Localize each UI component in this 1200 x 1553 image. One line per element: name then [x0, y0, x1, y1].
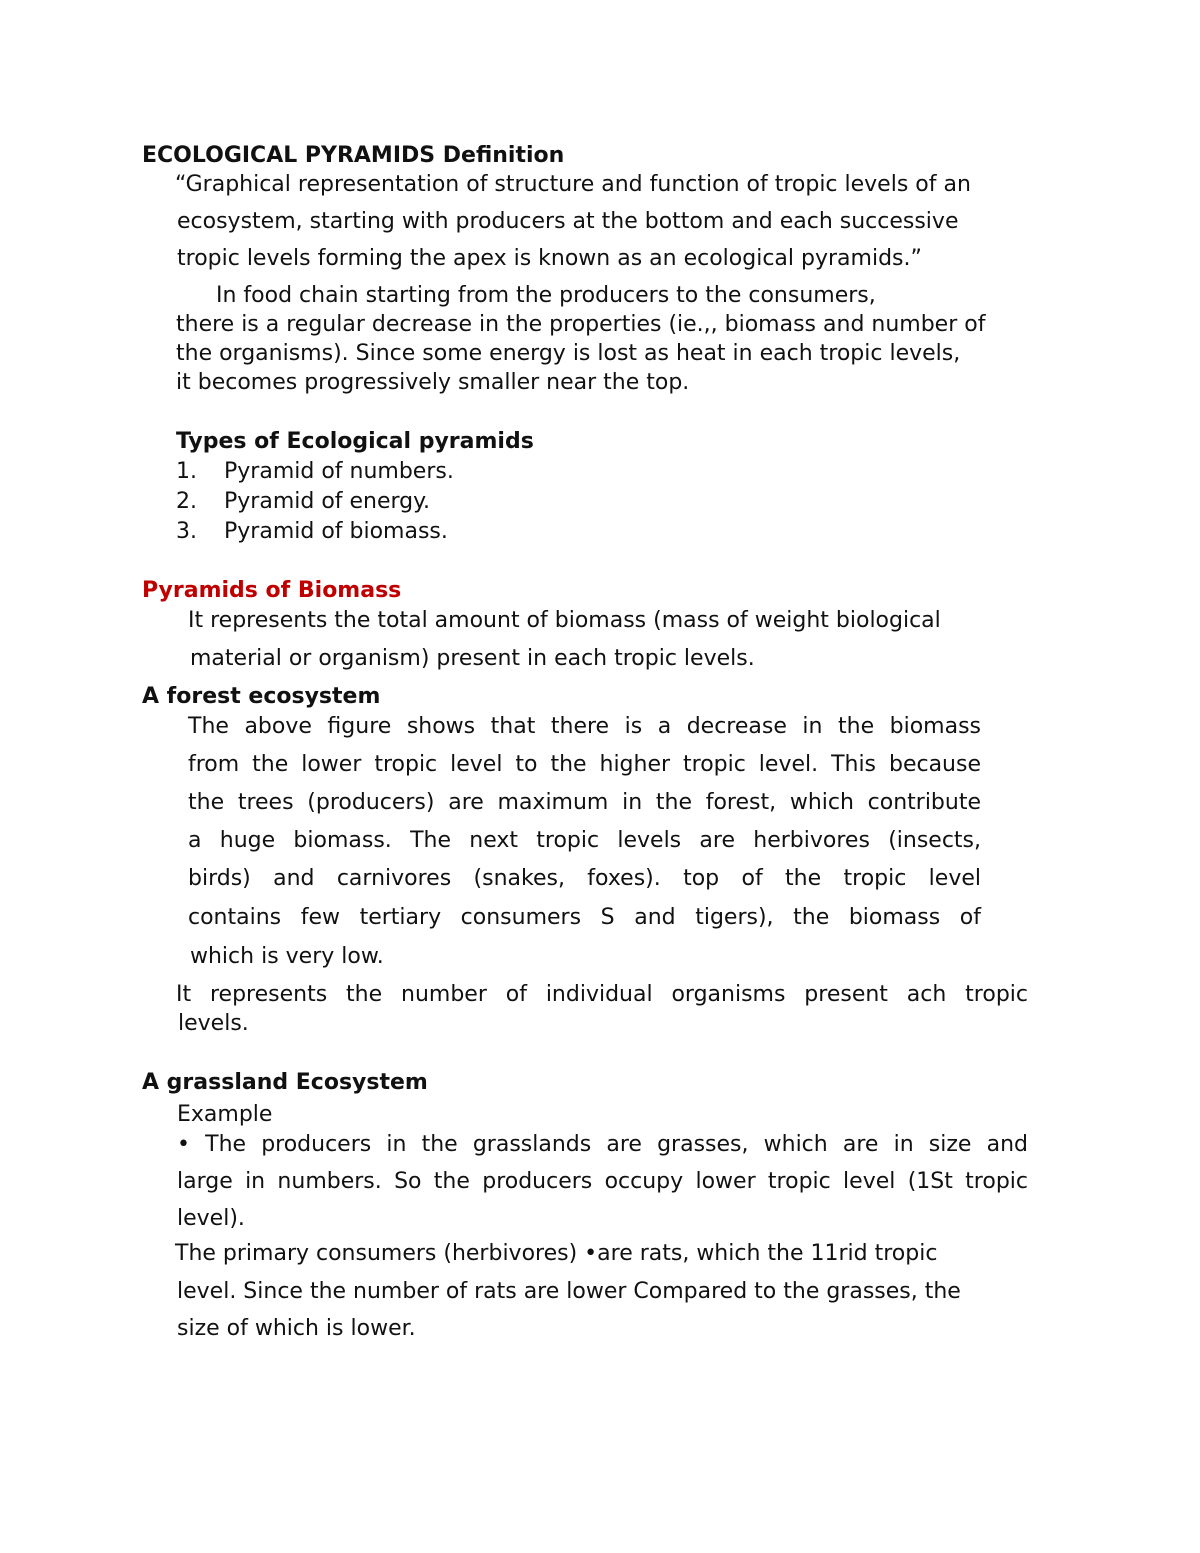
- primary-line: The primary consumers (herbivores) •are rats, which the 11rid tropic: [175, 1241, 938, 1266]
- document-title: ECOLOGICAL PYRAMIDS Definition: [142, 143, 565, 168]
- forest-line: The above figure shows that there is a decrease in the biomass: [188, 714, 981, 739]
- biomass-heading: Pyramids of Biomass: [142, 578, 402, 603]
- food-chain-line: the organisms). Since some energy is lost as heat in each tropic levels,: [176, 341, 961, 366]
- definition-line: ecosystem, starting with producers at the bottom and each successive: [177, 209, 959, 234]
- primary-line: size of which is lower.: [177, 1316, 416, 1341]
- list-number: 3.: [176, 519, 197, 544]
- grassland-line: • The producers in the grasslands are grasses, which are in size and: [177, 1132, 1028, 1157]
- grassland-line: level).: [177, 1206, 245, 1231]
- definition-line: tropic levels forming the apex is known as an ecological pyramids.”: [177, 246, 922, 271]
- definition-line: “Graphical representation of structure and function of tropic levels of an: [175, 172, 971, 197]
- biomass-line: material or organism) present in each tropic levels.: [190, 646, 755, 671]
- biomass-line: It represents the total amount of biomass (mass of weight biological: [188, 608, 941, 633]
- forest-line: a huge biomass. The next tropic levels are herbivores (insects,: [188, 828, 981, 853]
- forest-line: contains few tertiary consumers S and tigers), the biomass of: [188, 905, 981, 930]
- example-label: Example: [177, 1102, 273, 1127]
- list-number: 1.: [176, 459, 197, 484]
- forest-line: birds) and carnivores (snakes, foxes). top of the tropic level: [188, 866, 981, 891]
- list-item: Pyramid of biomass.: [224, 519, 448, 544]
- list-number: 2.: [176, 489, 197, 514]
- forest-line: which is very low.: [190, 944, 384, 969]
- list-item: Pyramid of numbers.: [224, 459, 454, 484]
- food-chain-line: In food chain starting from the producers to the consumers,: [216, 283, 876, 308]
- forest-heading: A forest ecosystem: [142, 684, 381, 709]
- forest-line: from the lower tropic level to the higher tropic level. This because: [188, 752, 981, 777]
- food-chain-line: there is a regular decrease in the properties (ie.,, biomass and number of: [176, 312, 986, 337]
- list-item: Pyramid of energy.: [224, 489, 431, 514]
- types-heading: Types of Ecological pyramids: [176, 429, 534, 454]
- primary-line: level. Since the number of rats are lower Compared to the grasses, the: [177, 1279, 961, 1304]
- number-line: levels.: [178, 1011, 249, 1036]
- number-line: It represents the number of individual organisms present ach tropic: [176, 982, 1028, 1007]
- food-chain-line: it becomes progressively smaller near the top.: [176, 370, 690, 395]
- grassland-line: large in numbers. So the producers occupy lower tropic level (1St tropic: [177, 1169, 1028, 1194]
- forest-line: the trees (producers) are maximum in the forest, which contribute: [188, 790, 981, 815]
- grassland-heading: A grassland Ecosystem: [142, 1070, 428, 1095]
